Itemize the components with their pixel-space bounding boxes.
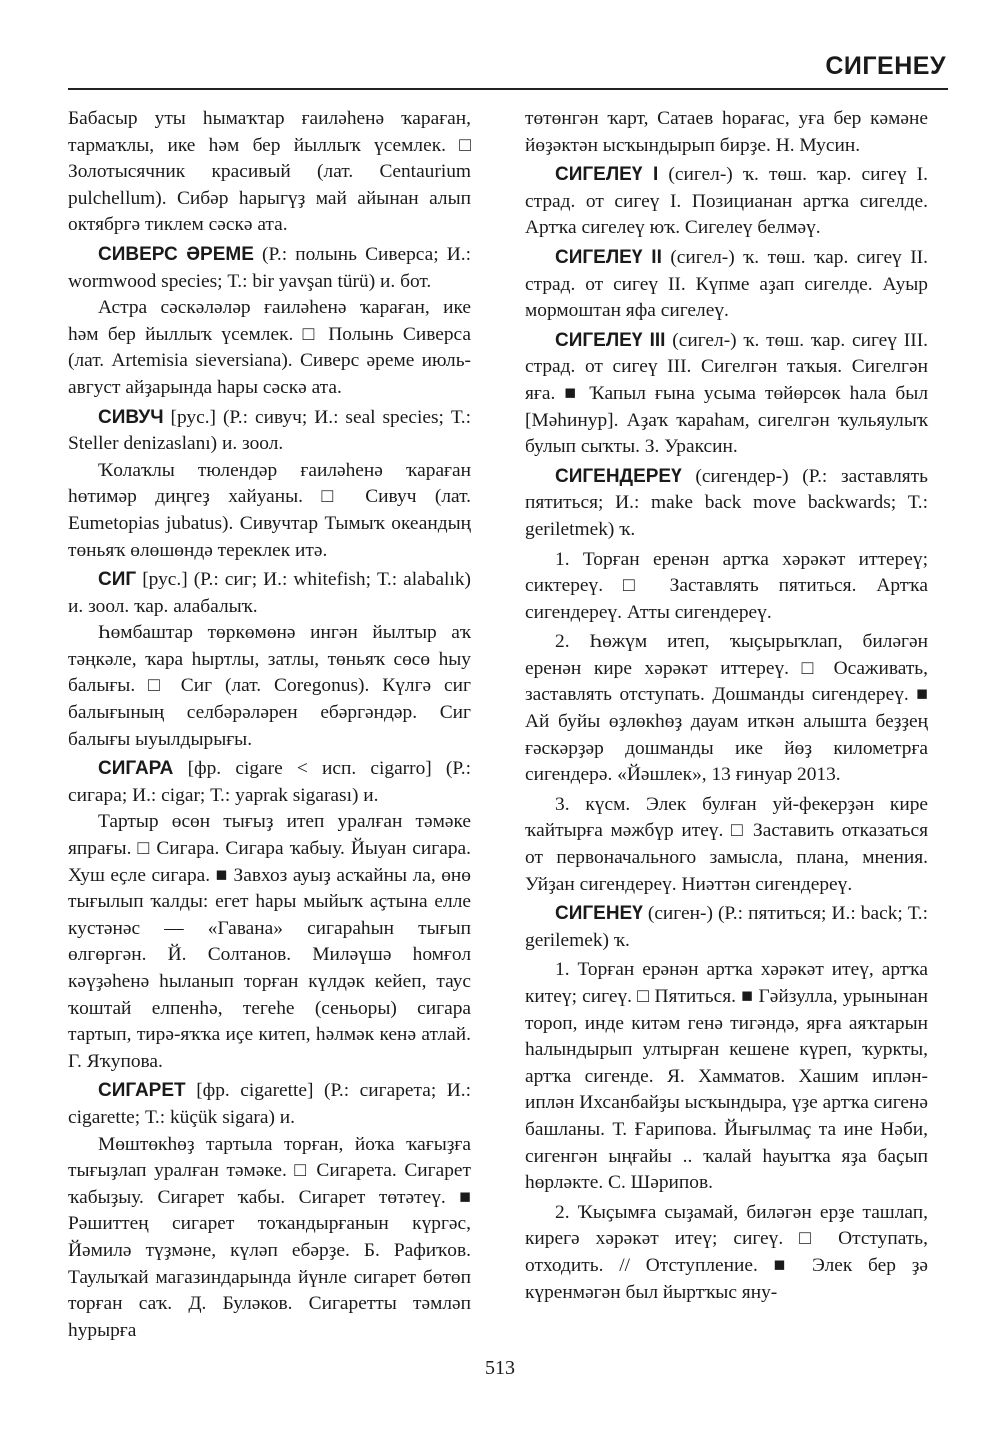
entry-grammar: [фр. cigare < исп. cigarro] (Р.: сигара; И.: cigar; Т.: yaprak sigarası) и. [68, 758, 471, 806]
entry-headword: СИГАРЕТ [98, 1080, 186, 1102]
entry-headline [68, 567, 471, 620]
entry-headline [525, 245, 928, 325]
entry-definition: Мөштөкһөҙ тартыла торған, йоҡа ҡағыҙға тығыҙлап уралған тәмәке. □ Сигарета. Сигарет ҡабыҙыу. Сигарет ҡабы. Сигарет төтәтеү. ■ Рәшиттең сигарет тоҡандырғанын күргәс, Йәмилә түҙмәне, күләп ебәрҙе. Б. Рафиҡов. Таулыҡай магазиндарында йүнле сигарет бөтөп торған саҡ. Д. Буләков. Сигаретты тәмләп һурырға [68, 1133, 471, 1341]
entry-sense: 2. Һөжүм итеп, ҡыҫырыҡлап, биләгән еренән кире хәрәкәт иттереү. □ Осаживать, заставлять отступать. Дошманды сигендереү. ■ Ай буйы өҙлөкһөҙ дауам иткән алышта беҙҙең ғәскәрҙәр дошманды ике йөҙ километрға сигендерә. «Йәшлек», 13 ғинуар 2013. [525, 631, 928, 786]
entry-headline [525, 464, 928, 544]
continued-definition: Бабасыр уты һымаҡтар ғаиләһенә ҡараған, тармаҡлы, ике һәм бер йыллыҡ үсемлек. □ Золотысячник красивый (лат. Centaurium pulchellum). Сибәр һарыгүҙ май айынан алып октябргә тиклем сәскә ата. [68, 108, 471, 236]
entry-grammar: (сигел-) ҡ. төш. ҡар. сигеү III. страд. от сигеү III. Сигелгән таҡыя. Сигелгән яға. ■ Ҡапыл ғына усыма төйөрсөк һала был [Мәһинур]. Аҙаҡ ҡараһам, сигелгән ҡульяулыҡ булып сыҡты. З. Ураксин. [525, 329, 928, 458]
entry-headline [525, 162, 928, 242]
entry-headword: СИГЕЛЕҮ III [555, 329, 666, 351]
entry-grammar: (сигел-) ҡ. төш. ҡар. сигеү II. страд. от сигеү II. Күпме аҙап сигелде. Ауыр мормоштан яфа сигелеү. [525, 246, 928, 322]
entry-sense: 1. Торған ерәнән артҡа хәрәкәт итеү, артҡа китеү; сигеү. □ Пятиться. ■ Гәйзулла, урынынан тороп, инде китәм генә тигәндә, ярға аяҡтарын һалындырып ултырған кешене күреп, ҡуркты, артҡа сигенде. Я. Хамматов. Хашим иплән-иплән Ихсанбайҙы ысҡындыра, үҙе артҡа сигенә башланы. Т. Ғарипова. Йығылмаҫ та ине Нәби, сигенгән ыңғайы .. ҡалай һауытҡа яҙа баҫып һөрләкте. С. Шәрипов. [525, 959, 928, 1194]
entry-grammar: [рус.] (Р.: сиг; И.: whitefish; Т.: alabalık) и. зоол. ҡар. алабалыҡ. [68, 569, 471, 617]
entry-grammar: (сиген-) (Р.: пятиться; И.: back; Т.: gerilemek) ҡ. [525, 903, 928, 951]
entry-headline [525, 901, 928, 954]
entry-grammar: [фр. cigarette] (Р.: сигарета; И.: cigarette; Т.: küçük sigara) и. [68, 1080, 471, 1128]
entry-grammar: (сигендер-) (Р.: заставлять пятиться; И.: make back move backwards; Т.: geriletmek) ҡ. [525, 465, 928, 540]
running-head: СИГЕНЕУ [825, 52, 946, 80]
entry-headline [525, 328, 928, 461]
entry-headline [68, 405, 471, 458]
entry-definition: Тартыр өсөн тығыҙ итеп уралған тәмәке япрағы. □ Сигара. Сигара ҡабыу. Йыуан сигара. Хуш еҫле сигара. ■ Завхоз ауыҙ асҡайны ла, өнө тығылып ҡалды: егет һары мыйыҡ аҫтына елле кустәнәс — «Гавана» сигараһын тығып өлгөргән. Й. Солтанов. Миләүшә һомғол кәүҙәһенә һыланып торған күлдәк кейеп, таус ҡоштай елпенһә, тегеһе (сеньоры) сигара тартып, тирә-яҡҡа иҫе китеп, һәлмәк кенә атлай. Г. Яҡупова. [68, 811, 471, 1072]
entry-grammar: [рус.] (Р.: сивуч; И.: seal species; Т.: Steller denizaslanı) и. зоол. [68, 406, 471, 455]
right-column [525, 106, 928, 1306]
page-number: 513 [485, 1357, 515, 1379]
entry-sense: 2. Ҡыҫымға сыҙамай, биләгән ерҙе ташлап, кирегә хәрәкәт итеү; сигеү. □ Отступать, отходить. // Отступление. ■ Элек бер ҙә күренмәгән был йыртҡыс яну- [525, 1201, 928, 1303]
left-column [68, 106, 471, 1344]
continued-definition: төтөнгән ҡарт, Сатаев һорағас, уға бер кәмәне йөҙәктән ысҡындырып бирҙе. Н. Мусин. [525, 108, 928, 156]
page-header [68, 46, 948, 90]
entry-headword: СИВЕРС ӘРЕМЕ [98, 243, 254, 265]
entry-headword: СИГ [98, 569, 137, 591]
entry-headword: СИВУЧ [98, 406, 164, 428]
entry-definition: Ҡолаҡлы тюлендәр ғаиләһенә ҡараған һөтимәр диңгеҙ хайуаны. □ Сивуч (лат. Eumetopias jubatus). Сивучтар Тымыҡ океандың төньяҡ өлөшөндә тереклек итә. [68, 459, 471, 561]
entry-headword: СИГАРА [98, 758, 174, 780]
entry-definition: Һөмбаштар төркөмөнә ингән йылтыр аҡ тәңкәле, ҡара һыртлы, затлы, төньяҡ сөсө һыу балығы. □ Сиг (лат. Coregonus). Күлгә сиг балығының селбәрәләрен ебәргәндәр. Сиг балығы ыуылдырығы. [68, 622, 471, 750]
entry-headword: СИГЕНДЕРЕҮ [555, 465, 682, 487]
entry-headword: СИГЕНЕҮ [555, 903, 643, 925]
entry-headword: СИГЕЛЕҮ II [555, 246, 662, 268]
entry-sense: 1. Торған еренән артҡа хәрәкәт иттереү; сиктереү. □ Заставлять пятиться. Артҡа сигендереү. Атты сигендереү. [525, 548, 928, 623]
entry-headword: СИГЕЛЕҮ I [555, 164, 659, 186]
entry-sense: 3. күсм. Элек булған уй-фекерҙән кире ҡайтырға мәжбүр итеү. □ Заставить отказаться от первоначального замысла, плана, мнения. Уйҙан сигендереү. Ниәттән сигендереү. [525, 793, 928, 895]
entry-grammar: (Р.: полынь Сиверса; И.: wormwood species; Т.: bir yavşan türü) и. бот. [68, 243, 471, 292]
entry-headline [68, 1078, 471, 1131]
entry-grammar: (сигел-) ҡ. төш. ҡар. сигеү I. страд. от сигеү I. Позицианан артҡа сигелде. Артҡа сигелеү юҡ. Сигелеү белмәү. [525, 164, 928, 239]
entry-headline [68, 756, 471, 809]
entry-headline [68, 242, 471, 295]
entry-definition: Астра сәскәләләр ғаиләһенә ҡараған, ике һәм бер йыллыҡ үсемлек. □ Полынь Сиверса (лат. Artemisia sieversiana). Сиверс әреме июль-август айҙарында һары сәскә ата. [68, 297, 471, 398]
